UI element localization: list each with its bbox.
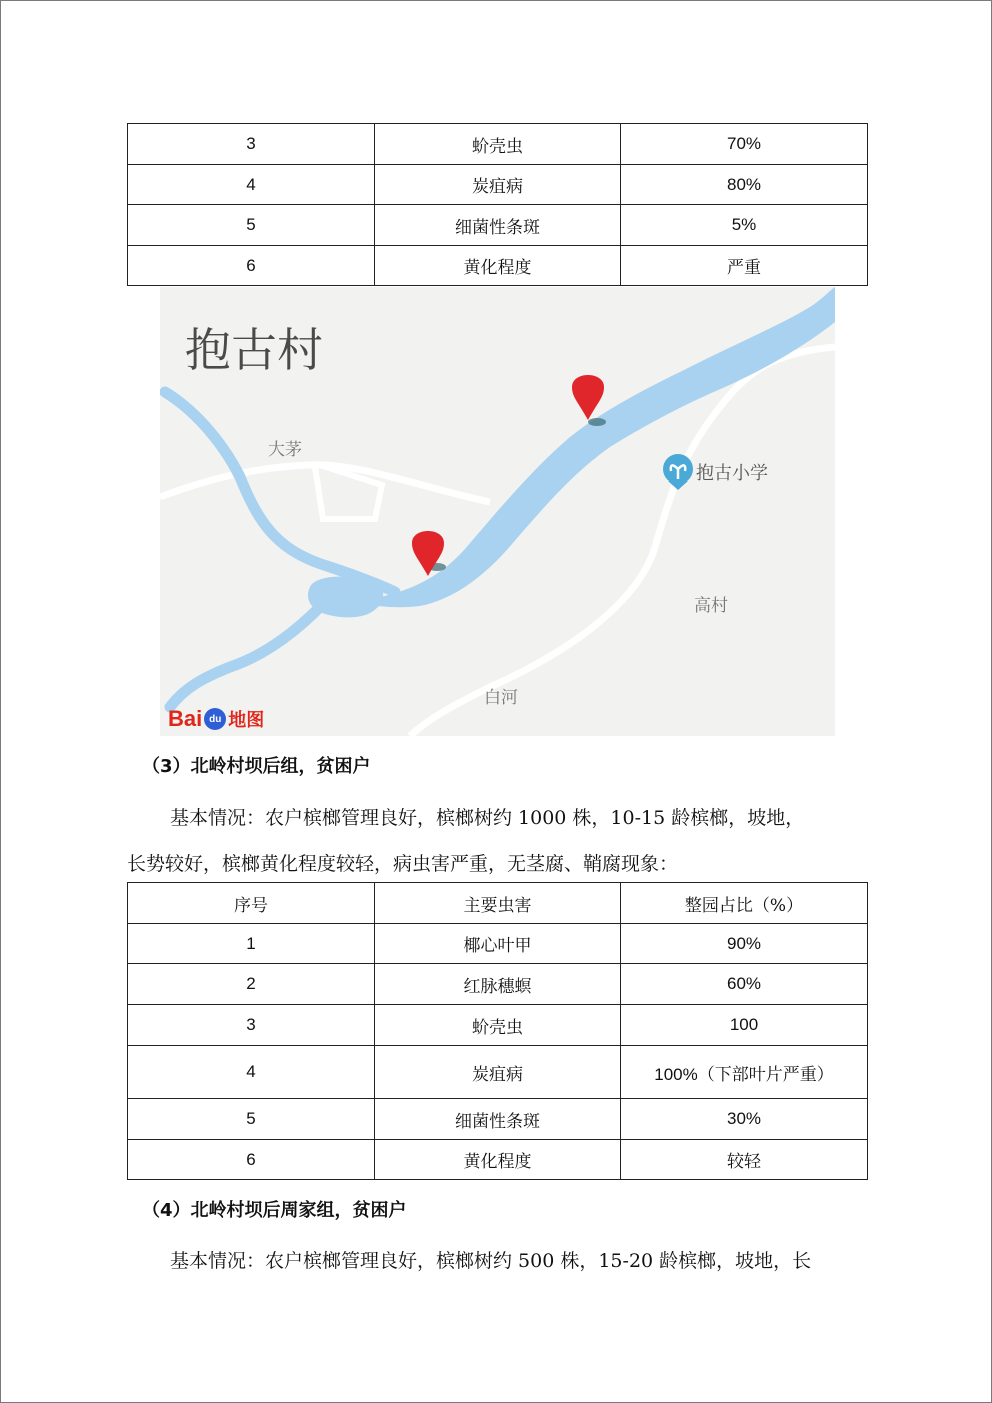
pest-ratio — [621, 1046, 868, 1099]
paw-icon — [204, 708, 226, 730]
pest-ratio: 90% — [621, 924, 868, 964]
section-3-paragraph-line-1: 基本情况：农户槟榔管理良好，槟榔树约 1000 株，10-15 龄槟榔，坡地， — [170, 807, 805, 829]
row-number: 6 — [128, 1140, 375, 1180]
map-label-gaocun: 高村 — [694, 596, 728, 616]
logo-bai: Bai — [168, 706, 203, 731]
pest-name: 炭疽病 — [375, 1046, 621, 1099]
pest-name: 细菌性条斑 — [375, 1099, 621, 1140]
map-village-title: 抱古村 — [185, 323, 323, 377]
pest-table-1 — [127, 123, 868, 286]
table-row — [128, 165, 868, 205]
location-marker-icon — [412, 531, 446, 576]
pest-table-2 — [127, 882, 868, 1180]
pest-ratio: 70% — [621, 124, 868, 165]
section-heading-4: （4）北岭村坝后周家组，贫困户 — [142, 1200, 407, 1221]
map-label-school: 抱古小学 — [696, 463, 768, 484]
stream — [170, 607, 320, 707]
stream — [165, 392, 395, 592]
row-number: 3 — [128, 1005, 375, 1046]
table-row — [128, 1046, 868, 1099]
pest-ratio: 60% — [621, 964, 868, 1005]
pest-name: 蚧壳虫 — [375, 124, 621, 165]
map-label-baihe: 白河 — [484, 688, 518, 708]
baidu-map-logo — [168, 705, 264, 733]
pest-ratio: 较轻 — [621, 1140, 868, 1180]
logo-ditu: 地图 — [228, 710, 265, 731]
table-row — [128, 246, 868, 286]
pest-ratio: 100 — [621, 1005, 868, 1046]
pest-ratio: 5% — [621, 205, 868, 246]
header-ratio: 整园占比（%） — [621, 883, 868, 924]
pest-name: 红脉穗螟 — [375, 964, 621, 1005]
road — [160, 465, 490, 502]
school-icon — [663, 454, 693, 490]
pest-ratio: 80% — [621, 165, 868, 205]
row-number: 5 — [128, 205, 375, 246]
table-row — [128, 124, 868, 165]
row-number: 1 — [128, 924, 375, 964]
section-4-paragraph-line-1: 基本情况：农户槟榔管理良好，槟榔树约 500 株，15-20 龄槟榔，坡地，长 — [170, 1250, 812, 1272]
pest-ratio: 严重 — [621, 246, 868, 286]
pest-name: 细菌性条斑 — [375, 205, 621, 246]
river — [370, 287, 835, 607]
table-row — [128, 1005, 868, 1046]
section-3-paragraph-line-2: 长势较好，槟榔黄化程度较轻，病虫害严重，无茎腐、鞘腐现象： — [127, 853, 679, 875]
pest-ratio-note: （下部叶片严重） — [697, 1064, 834, 1085]
row-number: 3 — [128, 124, 375, 165]
pest-name: 蚧壳虫 — [375, 1005, 621, 1046]
row-number: 5 — [128, 1099, 375, 1140]
header-pest: 主要虫害 — [375, 883, 621, 924]
row-number: 2 — [128, 964, 375, 1005]
table-row — [128, 205, 868, 246]
row-number: 4 — [128, 165, 375, 205]
pest-ratio-value: 100% — [654, 1064, 698, 1084]
pest-name: 炭疽病 — [375, 165, 621, 205]
village-map — [160, 287, 835, 736]
table-row — [128, 964, 868, 1005]
row-number: 4 — [128, 1046, 375, 1099]
pest-name: 椰心叶甲 — [375, 924, 621, 964]
table-row — [128, 1140, 868, 1180]
table-row — [128, 924, 868, 964]
map-label-damao: 大茅 — [268, 440, 302, 460]
pest-name: 黄化程度 — [375, 1140, 621, 1180]
table-row — [128, 1099, 868, 1140]
pond — [308, 577, 383, 618]
header-number: 序号 — [128, 883, 375, 924]
logo-du: du — [209, 714, 222, 725]
row-number: 6 — [128, 246, 375, 286]
pest-name: 黄化程度 — [375, 246, 621, 286]
table-header-row — [128, 883, 868, 924]
pest-ratio: 30% — [621, 1099, 868, 1140]
section-heading-3: （3）北岭村坝后组，贫困户 — [142, 756, 371, 777]
